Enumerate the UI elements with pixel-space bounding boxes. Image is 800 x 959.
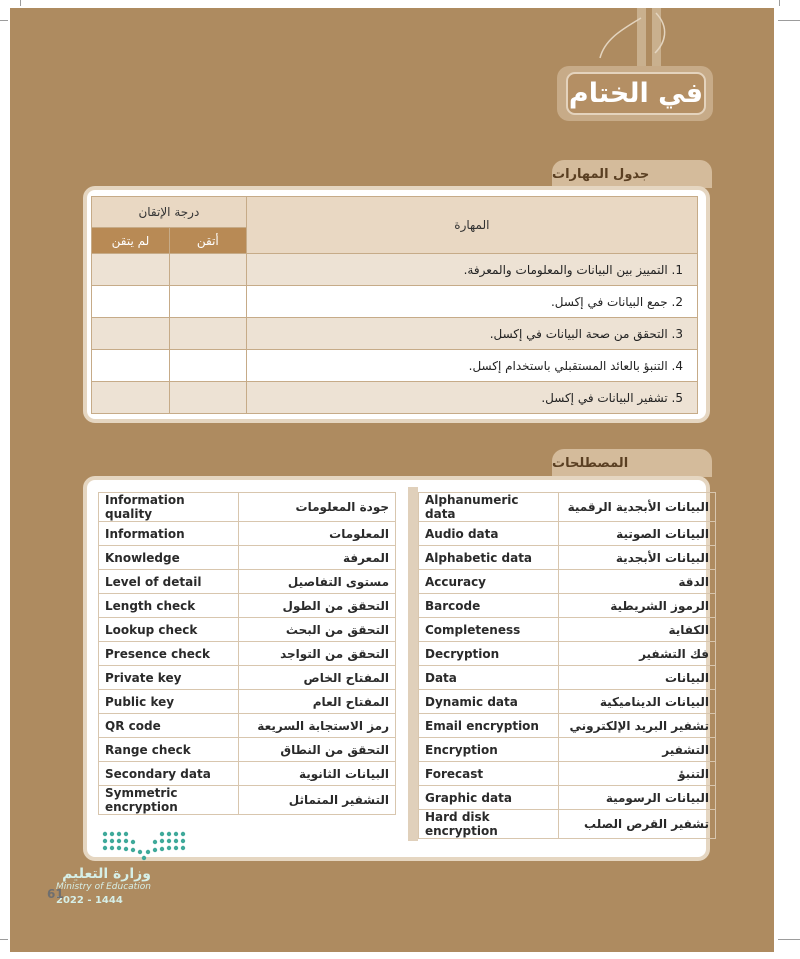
- skill-text: 4. التنبؤ بالعائد المستقبلي باستخدام إكسل.: [246, 350, 697, 382]
- terms-section-tab: المصطلحات: [552, 449, 712, 477]
- term-english: Accuracy: [419, 570, 559, 594]
- term-english: Presence check: [99, 642, 239, 666]
- term-english: Secondary data: [99, 762, 239, 786]
- mastered-header: أتقن: [169, 228, 246, 254]
- ministry-logo: [100, 829, 195, 863]
- hanger-decoration: [560, 8, 690, 70]
- skill-text: 5. تشفير البيانات في إكسل.: [246, 382, 697, 414]
- term-english: Completeness: [419, 618, 559, 642]
- term-arabic: المعلومات: [238, 522, 395, 546]
- skill-row: [92, 382, 698, 414]
- skill-header: المهارة: [246, 197, 697, 254]
- term-arabic: البيانات: [558, 666, 715, 690]
- term-row: [419, 618, 716, 642]
- term-arabic: التحقق من التواجد: [238, 642, 395, 666]
- term-arabic: تشفير البريد الإلكتروني: [558, 714, 715, 738]
- mastered-cell[interactable]: [169, 286, 246, 318]
- term-arabic: الرموز الشريطية: [558, 594, 715, 618]
- term-arabic: البيانات الأبجدية الرقمية: [558, 493, 715, 522]
- term-english: Hard disk encryption: [419, 810, 559, 839]
- term-row: [419, 690, 716, 714]
- term-row: [419, 786, 716, 810]
- term-row: [419, 738, 716, 762]
- not-mastered-cell[interactable]: [92, 382, 170, 414]
- term-row: [99, 714, 396, 738]
- ministry-name-ar: وزارة التعليم: [62, 866, 151, 882]
- term-arabic: جودة المعلومات: [238, 493, 395, 522]
- term-english: Symmetric encryption: [99, 786, 239, 815]
- term-row: [99, 570, 396, 594]
- term-arabic: المفتاح العام: [238, 690, 395, 714]
- term-row: [419, 642, 716, 666]
- page-number: 61: [47, 887, 64, 901]
- term-arabic: التنبؤ: [558, 762, 715, 786]
- term-arabic: البيانات الرسومية: [558, 786, 715, 810]
- skill-row: [92, 318, 698, 350]
- mastery-header: درجة الإتقان: [92, 197, 247, 228]
- term-row: [99, 594, 396, 618]
- term-arabic: البيانات الديناميكية: [558, 690, 715, 714]
- ministry-text: [56, 868, 151, 907]
- terms-table-right: [418, 492, 716, 839]
- column-gutter: [408, 487, 418, 841]
- term-arabic: تشفير القرص الصلب: [558, 810, 715, 839]
- page-title: في الختام: [566, 72, 706, 115]
- crop-mark: [778, 20, 800, 21]
- term-english: Alphabetic data: [419, 546, 559, 570]
- skill-row: [92, 286, 698, 318]
- skill-text: 3. التحقق من صحة البيانات في إكسل.: [246, 318, 697, 350]
- term-english: Alphanumeric data: [419, 493, 559, 522]
- edition-year: 2022 - 1444: [56, 895, 123, 906]
- term-arabic: رمز الاستجابة السريعة: [238, 714, 395, 738]
- term-row: [99, 666, 396, 690]
- ministry-name-en: Ministry of Education: [56, 882, 151, 892]
- mastered-cell[interactable]: [169, 382, 246, 414]
- term-row: [99, 493, 396, 522]
- term-english: Barcode: [419, 594, 559, 618]
- term-row: [419, 714, 716, 738]
- term-arabic: التشفير المتماثل: [238, 786, 395, 815]
- term-row: [99, 642, 396, 666]
- crop-mark: [20, 0, 21, 6]
- term-row: [419, 666, 716, 690]
- term-english: QR code: [99, 714, 239, 738]
- term-arabic: مستوى التفاصيل: [238, 570, 395, 594]
- term-arabic: التحقق من البحث: [238, 618, 395, 642]
- term-arabic: البيانات الأبجدية: [558, 546, 715, 570]
- term-row: [419, 594, 716, 618]
- term-english: Audio data: [419, 522, 559, 546]
- skills-section-tab: جدول المهارات: [552, 160, 712, 188]
- term-row: [99, 618, 396, 642]
- mastered-cell[interactable]: [169, 254, 246, 286]
- skills-table: [91, 196, 698, 414]
- term-row: [419, 546, 716, 570]
- not-mastered-header: لم يتقن: [92, 228, 170, 254]
- term-row: [419, 810, 716, 839]
- term-english: Dynamic data: [419, 690, 559, 714]
- term-arabic: فك التشفير: [558, 642, 715, 666]
- term-arabic: البيانات الثانوية: [238, 762, 395, 786]
- term-english: Level of detail: [99, 570, 239, 594]
- term-english: Decryption: [419, 642, 559, 666]
- not-mastered-cell[interactable]: [92, 286, 170, 318]
- not-mastered-cell[interactable]: [92, 318, 170, 350]
- term-arabic: المفتاح الخاص: [238, 666, 395, 690]
- skill-row: [92, 254, 698, 286]
- term-row: [99, 762, 396, 786]
- term-arabic: الدقة: [558, 570, 715, 594]
- term-row: [99, 738, 396, 762]
- term-english: Information quality: [99, 493, 239, 522]
- skill-text: 1. التمييز بين البيانات والمعلومات والمعرفة.: [246, 254, 697, 286]
- term-row: [99, 786, 396, 815]
- crop-mark: [0, 20, 8, 21]
- skill-row: [92, 350, 698, 382]
- term-english: Email encryption: [419, 714, 559, 738]
- crop-mark: [0, 939, 8, 940]
- term-english: Public key: [99, 690, 239, 714]
- skill-text: 2. جمع البيانات في إكسل.: [246, 286, 697, 318]
- term-arabic: البيانات الصوتية: [558, 522, 715, 546]
- term-row: [419, 522, 716, 546]
- term-arabic: المعرفة: [238, 546, 395, 570]
- term-row: [419, 762, 716, 786]
- terms-table-left: [98, 492, 396, 815]
- term-arabic: التحقق من النطاق: [238, 738, 395, 762]
- term-row: [99, 522, 396, 546]
- term-english: Range check: [99, 738, 239, 762]
- crop-mark: [779, 0, 780, 6]
- not-mastered-cell[interactable]: [92, 350, 170, 382]
- term-english: Private key: [99, 666, 239, 690]
- term-english: Knowledge: [99, 546, 239, 570]
- term-arabic: التشفير: [558, 738, 715, 762]
- mastered-cell[interactable]: [169, 318, 246, 350]
- term-arabic: التحقق من الطول: [238, 594, 395, 618]
- not-mastered-cell[interactable]: [92, 254, 170, 286]
- term-english: Data: [419, 666, 559, 690]
- term-row: [419, 570, 716, 594]
- term-english: Forecast: [419, 762, 559, 786]
- term-english: Encryption: [419, 738, 559, 762]
- term-arabic: الكفاية: [558, 618, 715, 642]
- term-english: Information: [99, 522, 239, 546]
- term-english: Lookup check: [99, 618, 239, 642]
- term-row: [99, 546, 396, 570]
- mastered-cell[interactable]: [169, 350, 246, 382]
- crop-mark: [778, 939, 800, 940]
- term-english: Graphic data: [419, 786, 559, 810]
- term-row: [419, 493, 716, 522]
- term-row: [99, 690, 396, 714]
- term-english: Length check: [99, 594, 239, 618]
